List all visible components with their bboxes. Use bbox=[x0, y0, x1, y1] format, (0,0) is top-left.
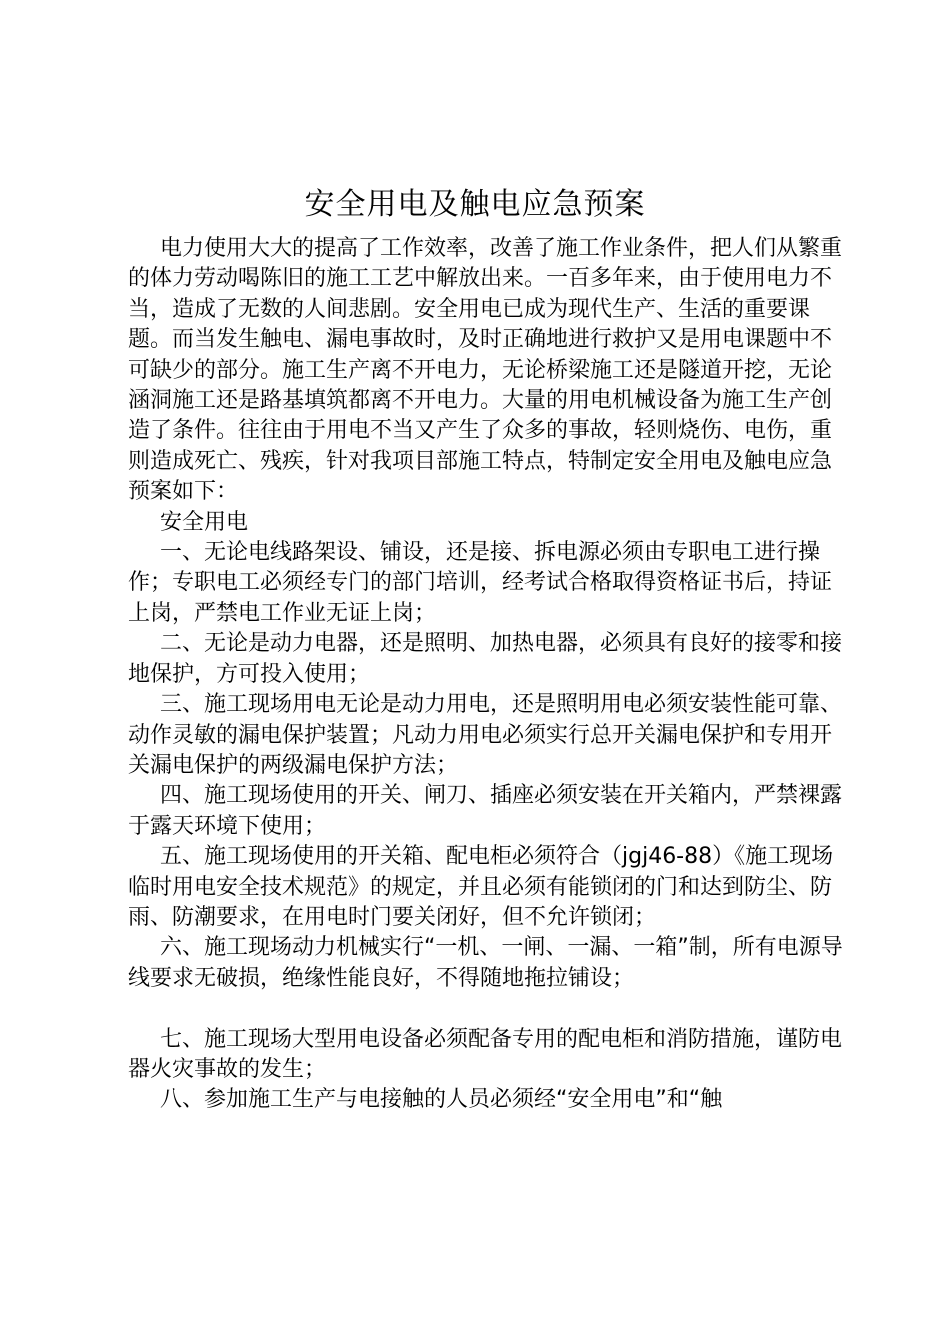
rule-item-4: 四、施工现场使用的开关、闸刀、插座必须安装在开关箱内，严禁裸露于露天环境下使用； bbox=[128, 783, 843, 839]
blank-line bbox=[128, 994, 848, 1024]
rule-item-2: 二、无论是动力电器，还是照明、加热电器，必须具有良好的接零和接地保护，方可投入使用； bbox=[128, 631, 843, 687]
document-body bbox=[128, 234, 848, 1116]
rule-item-3: 三、施工现场用电无论是动力用电，还是照明用电必须安装性能可靠、动作灵敏的漏电保护装置；凡动力用电必须实行总开关漏电保护和专用开关漏电保护的两级漏电保护方法； bbox=[128, 692, 843, 778]
rule-item-8: 八、参加施工生产与电接触的人员必须经“安全用电”和“触 bbox=[160, 1087, 723, 1113]
rule-item-5: 五、施工现场使用的开关箱、配电柜必须符合（jgj46-88）《施工现场临时用电安全技术规范》的规定，并且必须有能锁闭的门和达到防尘、防雨、防潮要求，在用电时门要关闭好，但不允许锁闭； bbox=[128, 844, 834, 930]
intro-paragraph: 电力使用大大的提高了工作效率，改善了施工作业条件，把人们从繁重的体力劳动喝陈旧的施工工艺中解放出来。一百多年来，由于使用电力不当，造成了无数的人间悲剧。安全用电已成为现代生产、生活的重要课题。而当发生触电、漏电事故时，及时正确地进行救护又是用电课题中不可缺少的部分。施工生产离不开电力，无论桥梁施工还是隧道开挖，无论涵洞施工还是路基填筑都离不开电力。大量的用电机械设备为施工生产创造了条件。往往由于用电不当又产生了众多的事故，轻则烧伤、电伤，重则造成死亡、残疾，针对我项目部施工特点，特制定安全用电及触电应急预案如下： bbox=[128, 236, 843, 505]
section-heading: 安全用电 bbox=[160, 509, 249, 535]
rule-item-6: 六、施工现场动力机械实行“一机、一闸、一漏、一箱”制，所有电源导线要求无破损，绝缘性能良好，不得随地拖拉铺设； bbox=[128, 935, 843, 991]
rule-item-1: 一、无论电线路架设、铺设，还是接、拆电源必须由专职电工进行操作；专职电工必须经专门的部门培训，经考试合格取得资格证书后，持证上岗，严禁电工作业无证上岗； bbox=[128, 540, 833, 626]
rule-item-7: 七、施工现场大型用电设备必须配备专用的配电柜和消防措施，谨防电器火灾事故的发生； bbox=[128, 1026, 843, 1082]
document-title: 安全用电及触电应急预案 bbox=[304, 187, 646, 222]
